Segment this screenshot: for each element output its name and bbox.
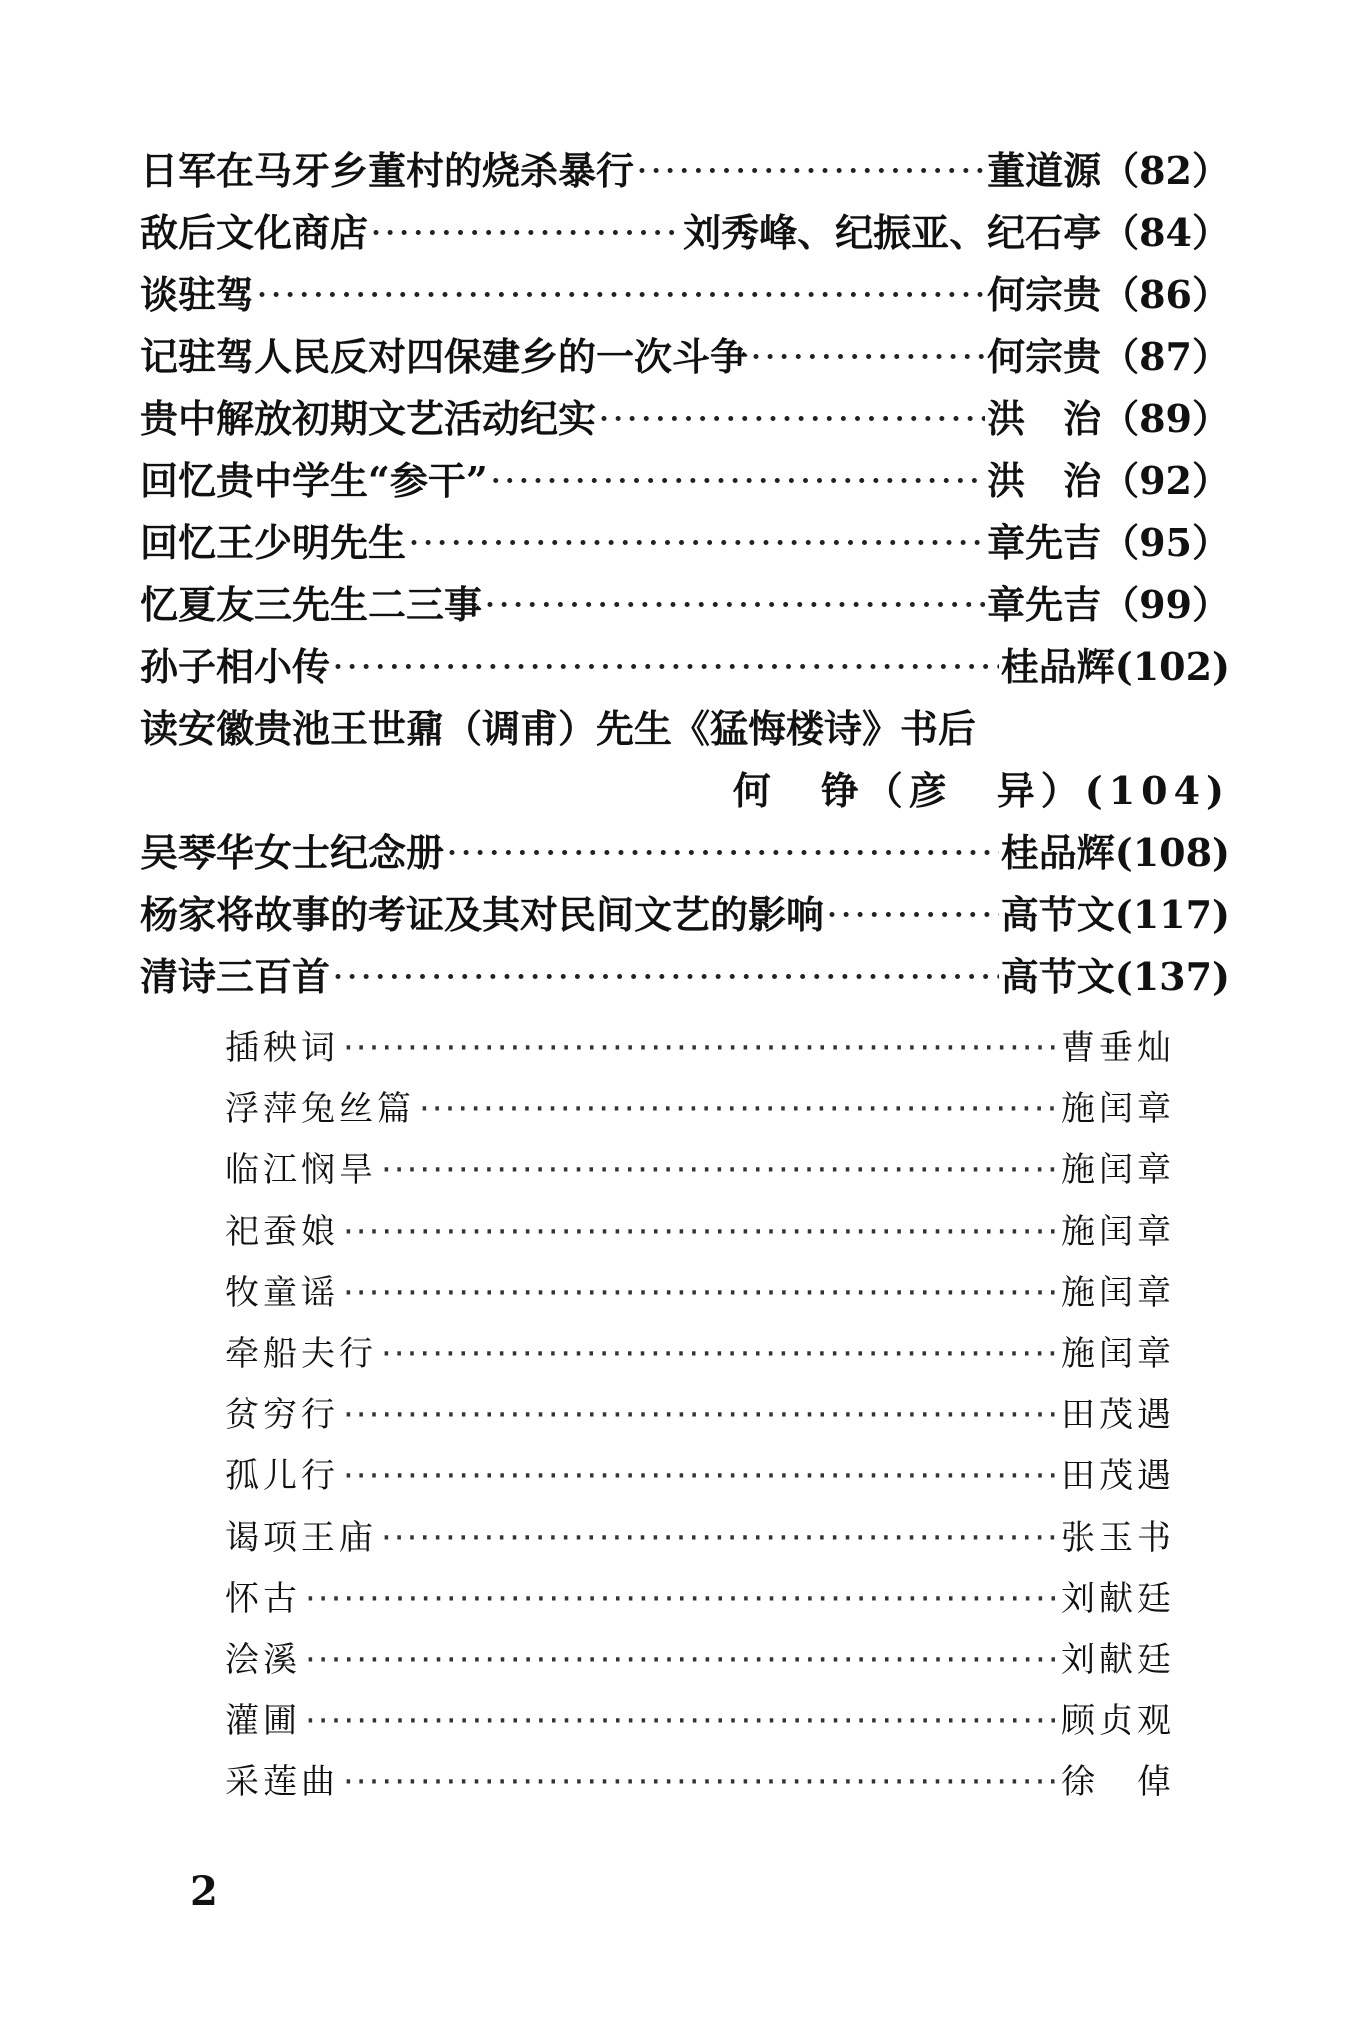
entry-page: (117)	[1114, 892, 1230, 937]
entry-author: 何 铮（彦 异）	[732, 768, 1085, 813]
toc-main	[140, 140, 1230, 1008]
poem-title: 贫穷行	[225, 1395, 339, 1436]
poem-author: 施闰章	[1061, 1272, 1175, 1313]
entry-title: 贵中解放初期文艺活动纪实	[140, 396, 597, 441]
toc-entry	[140, 202, 1230, 264]
entry-author: 洪 治	[987, 458, 1102, 503]
entry-title: 读安徽贵池王世鼐（调甫）先生《猛悔楼诗》书后	[140, 706, 977, 751]
poem-author: 张玉书	[1061, 1517, 1175, 1558]
leader-dots	[484, 583, 985, 627]
leader-dots	[332, 645, 999, 689]
leader-dots	[381, 1334, 1057, 1374]
poem-title: 浍溪	[225, 1639, 301, 1680]
leader-dots	[343, 1273, 1057, 1313]
entry-author: 高节文	[1000, 892, 1115, 937]
poem-author: 田茂遇	[1061, 1395, 1175, 1436]
leader-dots	[305, 1701, 1057, 1741]
leader-dots	[598, 397, 985, 441]
leader-dots	[419, 1089, 1057, 1129]
entry-author: 董道源	[987, 148, 1102, 193]
entry-page: (137)	[1114, 954, 1230, 999]
poem-title: 谒项王庙	[225, 1517, 377, 1558]
leader-dots	[256, 273, 985, 317]
toc-entry	[140, 264, 1230, 326]
poem-author: 施闰章	[1061, 1089, 1175, 1130]
entry-author: 章先吉	[987, 520, 1102, 565]
poem-author: 施闰章	[1061, 1211, 1175, 1252]
entry-author: 何宗贵	[987, 272, 1102, 317]
entry-author: 刘秀峰、纪振亚、纪石亭	[683, 210, 1102, 255]
leader-dots	[381, 1150, 1057, 1190]
leader-dots	[408, 521, 985, 565]
poem-entry	[225, 1448, 1175, 1509]
entry-page: (104)	[1084, 768, 1230, 813]
leader-dots	[490, 459, 985, 503]
poem-entry	[225, 1693, 1175, 1754]
leader-dots	[750, 335, 985, 379]
entry-title: 记驻驾人民反对四保建乡的一次斗争	[140, 334, 749, 379]
entry-title: 谈驻驾	[140, 272, 255, 317]
poem-entry	[225, 1754, 1175, 1815]
entry-author: 章先吉	[987, 582, 1102, 627]
leader-dots	[305, 1640, 1057, 1680]
entry-author: 桂品辉	[1000, 644, 1115, 689]
leader-dots	[343, 1762, 1057, 1802]
poem-author: 刘献廷	[1061, 1578, 1175, 1619]
entry-title: 回忆王少明先生	[140, 520, 407, 565]
poem-title: 牵船夫行	[225, 1333, 377, 1374]
entry-title: 回忆贵中学生“参干”	[140, 458, 488, 503]
entry-author: 何宗贵	[987, 334, 1102, 379]
poem-title: 浮萍兔丝篇	[225, 1089, 415, 1130]
toc-entry-long-continuation	[140, 760, 1230, 822]
leader-dots	[343, 1395, 1057, 1435]
entry-title: 清诗三百首	[140, 954, 331, 999]
leader-dots	[381, 1518, 1057, 1558]
poem-entry	[225, 1632, 1175, 1693]
entry-page: (102)	[1114, 644, 1230, 689]
entry-title: 杨家将故事的考证及其对民间文艺的影响	[140, 892, 825, 937]
entry-author: 高节文	[1000, 954, 1115, 999]
leader-dots	[305, 1579, 1057, 1619]
poem-title: 插秧词	[225, 1028, 339, 1068]
toc-entry	[140, 574, 1230, 636]
toc-entry	[140, 946, 1230, 1008]
toc-entry-long	[140, 698, 1230, 760]
toc-entry	[140, 512, 1230, 574]
entry-page: （89）	[1101, 396, 1230, 441]
poem-author: 施闰章	[1061, 1150, 1175, 1191]
poem-entry	[225, 1326, 1175, 1387]
entry-title: 敌后文化商店	[140, 210, 369, 255]
poem-list	[225, 1020, 1175, 1815]
poem-title: 牧童谣	[225, 1272, 339, 1313]
poem-entry	[225, 1142, 1175, 1203]
entry-title: 忆夏友三先生二三事	[140, 582, 483, 627]
entry-page: （92）	[1101, 458, 1230, 503]
page-number: 2	[190, 1868, 218, 1915]
toc-entry	[140, 140, 1230, 202]
poem-entry	[225, 1571, 1175, 1632]
toc-entry	[140, 822, 1230, 884]
poem-title: 孤儿行	[225, 1456, 339, 1497]
entry-title: 孙子相小传	[140, 644, 331, 689]
entry-title: 日军在马牙乡董村的烧杀暴行	[140, 148, 635, 193]
entry-page: （82）	[1101, 148, 1230, 193]
leader-dots	[343, 1456, 1057, 1496]
poem-entry	[225, 1510, 1175, 1571]
entry-author: 桂品辉	[1000, 830, 1115, 875]
poem-author: 顾贞观	[1061, 1701, 1175, 1742]
entry-page: （87）	[1101, 334, 1230, 379]
entry-author: 洪 治	[987, 396, 1102, 441]
entry-page: (108)	[1114, 830, 1230, 875]
poem-title: 祀蚕娘	[225, 1211, 339, 1252]
poem-author: 曹垂灿	[1061, 1028, 1175, 1068]
poem-entry	[225, 1204, 1175, 1265]
poem-author: 施闰章	[1061, 1333, 1175, 1374]
leader-dots	[446, 831, 999, 875]
entry-page: （86）	[1101, 272, 1230, 317]
poem-title: 临江悯旱	[225, 1150, 377, 1191]
entry-page: （84）	[1101, 210, 1230, 255]
poem-title: 采莲曲	[225, 1762, 339, 1803]
entry-title: 吴琴华女士纪念册	[140, 830, 445, 875]
poem-title: 灌圃	[225, 1701, 301, 1742]
toc-entry	[140, 636, 1230, 698]
toc-entry	[140, 884, 1230, 946]
leader-dots	[636, 149, 985, 193]
poem-author: 刘献廷	[1061, 1639, 1175, 1680]
toc-entry	[140, 326, 1230, 388]
entry-page: （99）	[1101, 582, 1230, 627]
poem-author: 徐 倬	[1061, 1762, 1175, 1803]
toc-entry	[140, 388, 1230, 450]
poem-entry	[225, 1265, 1175, 1326]
leader-dots	[370, 211, 681, 255]
poem-entry	[225, 1081, 1175, 1142]
entry-page: （95）	[1101, 520, 1230, 565]
toc-entry	[140, 450, 1230, 512]
poem-entry	[225, 1020, 1175, 1081]
leader-dots	[343, 1028, 1057, 1068]
leader-dots	[826, 893, 999, 937]
poem-author: 田茂遇	[1061, 1456, 1175, 1497]
poem-entry	[225, 1387, 1175, 1448]
poem-title: 怀古	[225, 1578, 301, 1619]
leader-dots	[332, 955, 999, 999]
leader-dots	[343, 1212, 1057, 1252]
